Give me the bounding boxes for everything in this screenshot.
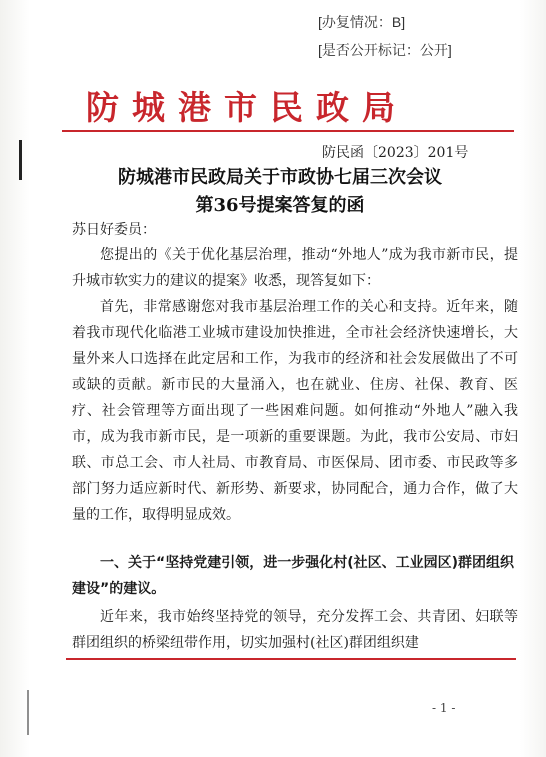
document-title-line-1: 防城港市民政局关于市政协七届三次会议 <box>118 167 442 188</box>
paragraph-intro: 您提出的《关于优化基层治理，推动“外地人”成为我市新市民，提升城市软实力的建议的提案》收悉，现答复如下： <box>72 247 518 289</box>
red-header-rule <box>62 130 514 132</box>
organization-title: 防城港市民政局 <box>86 88 408 127</box>
document-number: 防民函〔2023〕201号 <box>322 145 469 161</box>
binding-mark <box>19 140 22 180</box>
red-footer-rule <box>66 658 516 660</box>
public-mark-label: [是否公开标记：公开] <box>318 42 452 58</box>
salutation: 苏日好委员： <box>72 222 156 238</box>
section-paragraph-1: 近年来，我市始终坚持党的领导，充分发挥工会、共青团、妇联等群团组织的桥梁纽带作用，切实加强村(社区)群团组织建 <box>72 609 518 651</box>
document-title-line-2: 第36号提案答复的函 <box>195 195 365 216</box>
section-heading-1: 一、关于“坚持党建引领，进一步强化村(社区、工业园区)群团组织建设”的建议。 <box>72 555 514 597</box>
paragraph-first: 首先，非常感谢您对我市基层治理工作的关心和支持。近年来，随着我市现代化临港工业城市建设加快推进，全市社会经济快速增长，大量外来人口选择在此定居和工作，为我市的经济和社会发展做出了不可或缺的贡献。新市民的大量涌入，也在就业、住房、社保、教育、医疗、社会管理等方面出现了一些困难问题。如何推动“外地人”融入我市，成为我市新市民，是一项新的重要课题。为此，我市公安局、市妇联、市总工会、市人社局、市教育局、市医保局、团市委、市民政等多部门努力适应新时代、新形势、新要求，协同配合，通力合作，做了大量的工作，取得明显成效。 <box>72 299 518 523</box>
page-number: - 1 - <box>432 701 456 715</box>
reply-status-label: [办复情况：B] <box>318 14 406 30</box>
binding-mark-lower <box>27 690 29 735</box>
